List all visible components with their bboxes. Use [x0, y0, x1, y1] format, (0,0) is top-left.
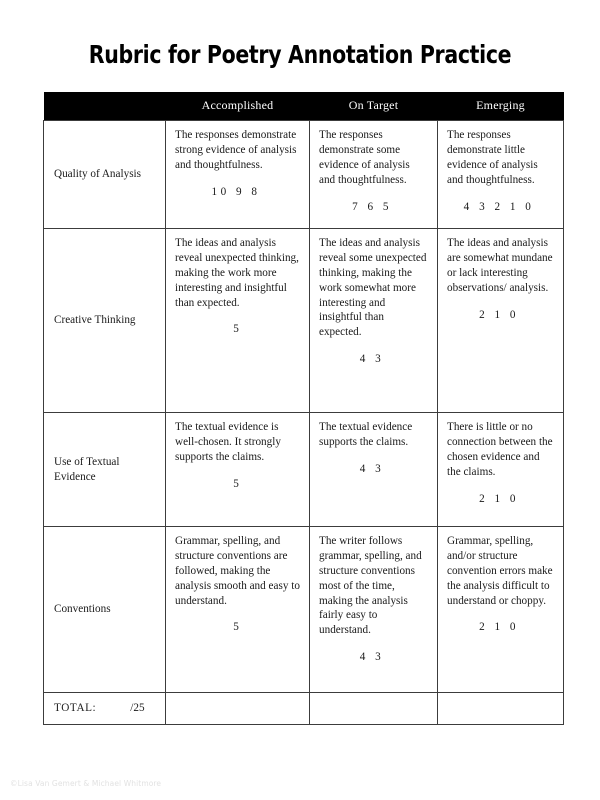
criterion-label: Conventions: [44, 527, 166, 693]
cell-on-target: [310, 527, 438, 693]
cell-description: The responses demonstrate little evidence of analysis and thoughtfulness.: [447, 129, 538, 186]
cell-on-target: [310, 413, 438, 527]
cell-description: The writer follows grammar, spelling, and structure conventions most of the time, making the analysis fairly easy to understand.: [319, 535, 422, 637]
rubric-table: [43, 92, 564, 725]
cell-description: The textual evidence supports the claims.: [319, 421, 413, 448]
criterion-label: Quality of Analysis: [44, 121, 166, 229]
cell-accomplished: [166, 121, 310, 229]
cell-accomplished: [166, 527, 310, 693]
total-value[interactable]: /25: [130, 701, 145, 714]
criterion-label: Creative Thinking: [44, 229, 166, 413]
cell-score-options[interactable]: 4 3: [359, 462, 385, 475]
cell-description: The ideas and analysis reveal unexpected thinking, making the work more interesting and insightful than expected.: [175, 237, 299, 309]
cell-score-options[interactable]: 4 3: [359, 353, 385, 366]
cell-description: Grammar, spelling, and/or structure convention errors make the analysis difficult to understand or choppy.: [447, 535, 553, 607]
table-row: [44, 527, 564, 693]
cell-accomplished: [166, 413, 310, 527]
cell-score-options[interactable]: 5: [233, 477, 239, 490]
cell-description: Grammar, spelling, and structure conventions are followed, making the analysis smooth and easy to understand.: [175, 535, 300, 607]
table-row: [44, 413, 564, 527]
table-row: [44, 229, 564, 413]
cell-emerging: [438, 527, 564, 693]
cell-score-options[interactable]: 4 3 2 1 0: [463, 200, 535, 213]
footer-credit: ©Lisa Van Gemert & Michael Whitmore: [10, 779, 162, 788]
cell-emerging: [438, 121, 564, 229]
cell-description: The responses demonstrate strong evidence of analysis and thoughtfulness.: [175, 129, 297, 171]
column-header-emerging: Emerging: [438, 92, 564, 121]
cell-description: There is little or no connection between the chosen evidence and the claims.: [447, 421, 553, 478]
total-cell[interactable]: [44, 693, 166, 725]
cell-score-options[interactable]: 4 3: [359, 651, 385, 664]
table-row: [44, 121, 564, 229]
cell-description: The ideas and analysis are somewhat mundane or lack interesting observations/ analysis.: [447, 237, 553, 294]
total-cell-accomplished: [166, 693, 310, 725]
cell-description: The responses demonstrate some evidence of analysis and thoughtfulness.: [319, 129, 410, 186]
table-body: [44, 121, 564, 725]
cell-score-options[interactable]: 2 1 0: [479, 621, 519, 634]
cell-description: The textual evidence is well-chosen. It strongly supports the claims.: [175, 421, 281, 463]
cell-score-options[interactable]: 5: [233, 621, 239, 634]
cell-score-options[interactable]: 2 1 0: [479, 308, 519, 321]
cell-score-options[interactable]: 2 1 0: [479, 492, 519, 505]
cell-on-target: [310, 121, 438, 229]
cell-emerging: [438, 229, 564, 413]
cell-on-target: [310, 229, 438, 413]
page-title: Rubric for Poetry Annotation Practice: [88, 40, 512, 69]
cell-emerging: [438, 413, 564, 527]
column-header-criterion: [44, 92, 166, 121]
cell-score-options[interactable]: 5: [233, 323, 239, 336]
cell-description: The ideas and analysis reveal some unexpected thinking, making the work somewhat more interesting and insightful than expected.: [319, 237, 427, 339]
criterion-label: Use of Textual Evidence: [44, 413, 166, 527]
column-header-on-target: On Target: [310, 92, 438, 121]
table-header-row: [44, 92, 564, 121]
cell-score-options[interactable]: 10 9 8: [211, 185, 261, 198]
total-cell-emerging: [438, 693, 564, 725]
cell-accomplished: [166, 229, 310, 413]
table-header: [44, 92, 564, 121]
total-row: [44, 693, 564, 725]
column-header-accomplished: Accomplished: [166, 92, 310, 121]
cell-score-options[interactable]: 7 6 5: [352, 200, 392, 213]
total-label: TOTAL:: [54, 701, 97, 714]
total-cell-on-target: [310, 693, 438, 725]
